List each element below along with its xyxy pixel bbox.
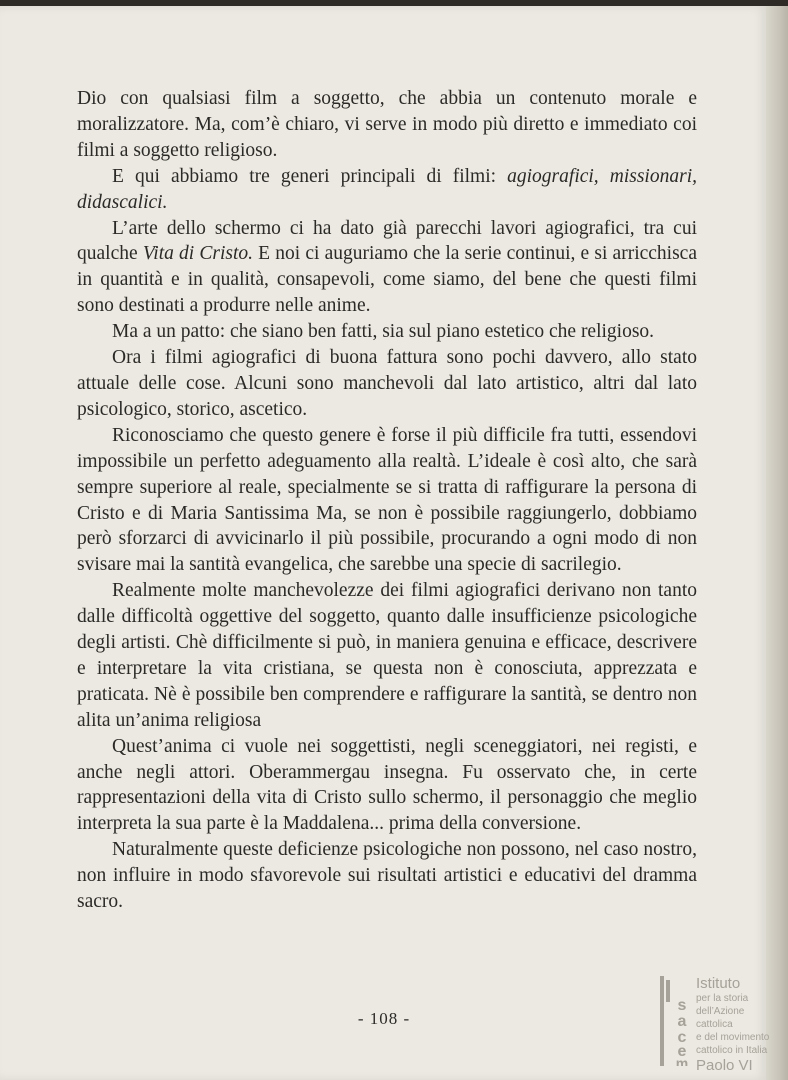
- italic-run: agiografici, missionari, didascalici.: [77, 165, 697, 213]
- paragraph: [77, 345, 697, 423]
- text-run: Ora i filmi agiografici di buona fattura sono pochi davvero, allo stato attuale delle cose. Alcuni sono manchevoli dal lato artistico, altri dal lato psicologico, storico, ascetico.: [77, 347, 697, 420]
- watermark-text: [696, 976, 782, 1074]
- paragraph: [77, 86, 697, 164]
- paragraph: [77, 423, 697, 578]
- paragraph: [77, 578, 697, 733]
- paragraph: [77, 734, 697, 838]
- watermark-line: cattolico in Italia: [696, 1045, 768, 1056]
- archive-watermark: [660, 975, 780, 1074]
- paragraph: [77, 319, 697, 345]
- text-run: E qui abbiamo tre generi principali di filmi:: [112, 165, 508, 187]
- page-number: - 108 -: [357, 1009, 411, 1028]
- text-run: Realmente molte manchevolezze dei filmi agiografici derivano non tanto dalle difficoltà oggettive del soggetto, quanto dalle insufficienze psicologiche degli artisti. Chè difficilmente si può, in maniera genuina e efficace, descrivere e interpretare la vita cristiana, se questa non è conosciuta, apprezzata e praticata. Nè è possibile ben comprendere e raffigurare la santità, se dentro non alita un’anima religiosa: [77, 580, 697, 731]
- svg-text:c: c: [677, 1029, 687, 1046]
- text-run: Quest’anima ci vuole nei soggettisti, negli sceneggiatori, nei registi, e anche negli attori. Oberammergau insegna. Fu osservato che, in certe rappresentazioni della vita di Cristo sullo schermo, il personaggio che meglio interpreta la sua parte è la Maddalena... prima della conversione.: [77, 735, 697, 835]
- svg-text:m: m: [675, 1055, 689, 1066]
- paragraph: [77, 837, 697, 915]
- text-run: Naturalmente queste deficienze psicologiche non possono, nel caso nostro, non influire in modo sfavorevole sui risultati artistici e educativi del dramma sacro.: [77, 839, 697, 913]
- watermark-line: per la storia: [696, 993, 749, 1004]
- watermark-line: e del movimento: [696, 1032, 770, 1043]
- svg-text:s: s: [677, 997, 687, 1014]
- page-stack-edge: [766, 6, 788, 1080]
- paragraph: [77, 164, 697, 216]
- isacem-monogram-logo: [660, 976, 696, 1066]
- body-text: [77, 86, 697, 915]
- text-run: Riconosciamo che questo genere è forse il più difficile fra tutti, essendovi impossibile un perfetto adeguamento alla realtà. L’ideale è così alto, che sarà sempre superiore al reale, specialmente se si tratta di raffigurare la persona di Cristo e di Maria Santissima Ma, se non è possibile raggiungerlo, dobbiamo però sforzarci di avvicinarlo il più possibile, procurando a ogni modo di non svisare mai la santità evangelica, che sarebbe una specie di sacrilegio.: [77, 424, 697, 576]
- svg-text:e: e: [677, 1043, 687, 1060]
- isacem-logo-icon: [664, 976, 696, 1066]
- text-run: E noi ci auguriamo che la serie continui, e si arricchisca in quantità e in qualità, consapevoli, come siamo, del bene che questi filmi sono destinati a produrre nelle anime.: [77, 243, 697, 317]
- text-run: Ma a un patto: che siano ben fatti, sia sul piano estetico che religioso.: [112, 321, 655, 343]
- watermark-line: Istituto: [696, 975, 741, 992]
- watermark-line: Paolo VI: [696, 1057, 753, 1074]
- italic-run: Vita di Cristo.: [142, 243, 254, 265]
- paragraph: [77, 216, 697, 320]
- svg-text:a: a: [677, 1013, 687, 1030]
- text-run: L’arte dello schermo ci ha dato già parecchi lavori agiografici, tra cui qualche: [77, 217, 697, 265]
- text-run: Dio con qualsiasi film a soggetto, che abbia un contenuto morale e moralizzatore. Ma, com’è chiaro, vi serve in modo più diretto e immediato coi filmi a soggetto religioso.: [77, 88, 697, 161]
- watermark-line: dell’Azione cattolica: [696, 1006, 745, 1030]
